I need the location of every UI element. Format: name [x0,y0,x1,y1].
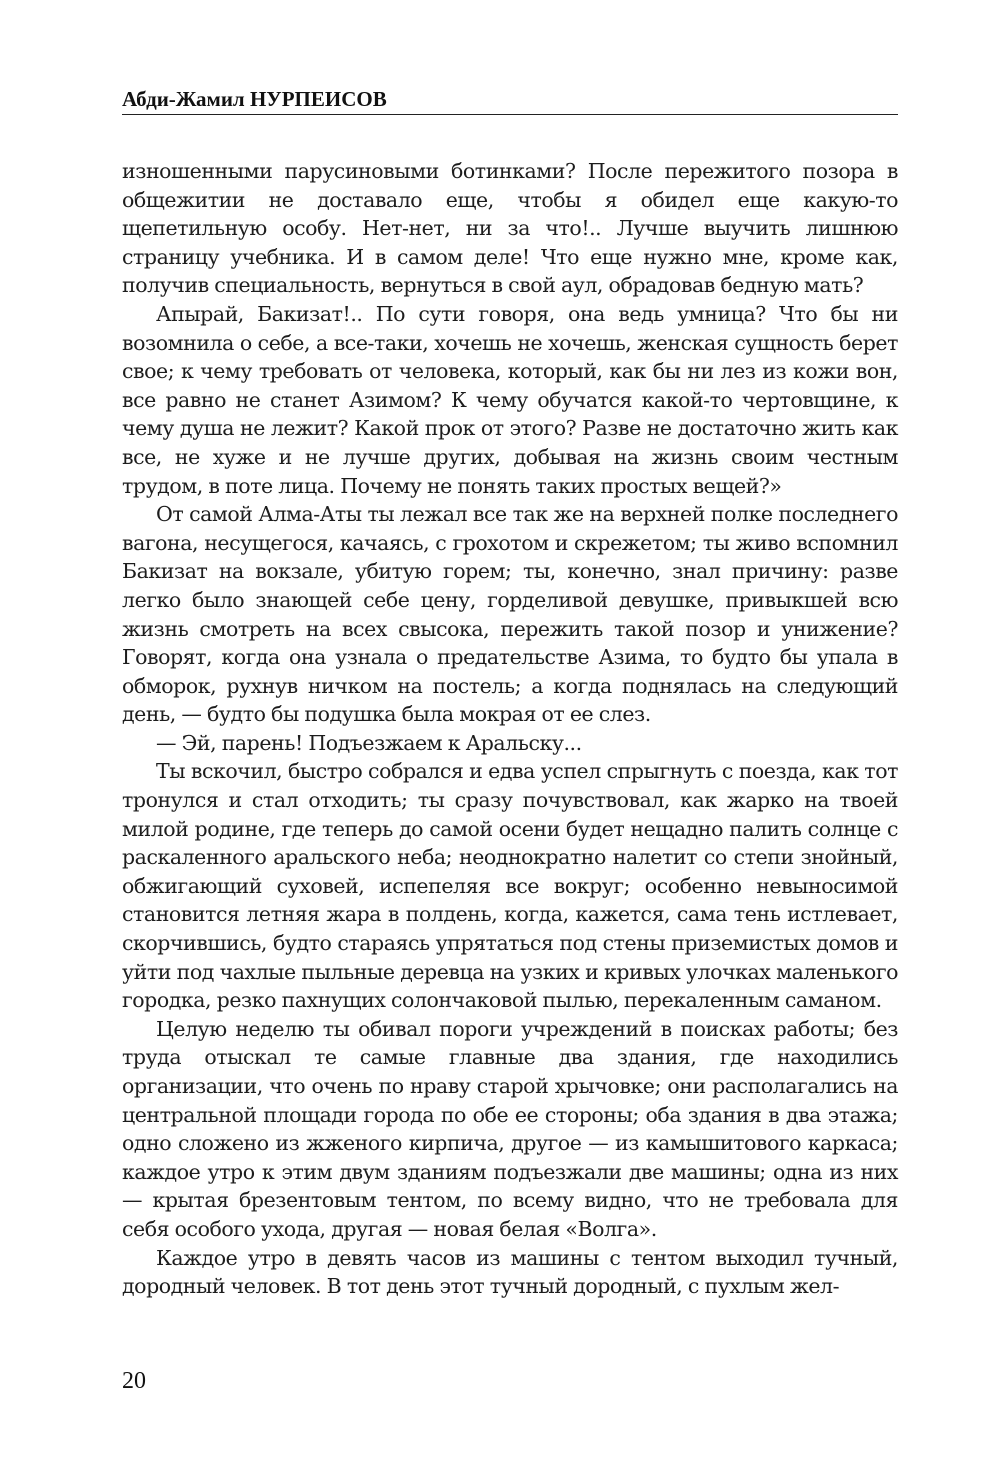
paragraph: Целую неделю ты обивал пороги учреждений в поисках работы; без труда отыскал те самые главные два здания, где находились организации, что очень по нраву старой хрычовке; они располагались на центральной площади города по обе ее стороны; оба здания в два этажа; одно сложено из жженого кирпича, другое — из камышитового каркаса; каждое утро к этим двум зданиям подъезжали две машины; одна из них — крытая брезентовым тентом, по всему видно, что не требовала для себя особого ухода, другая — новая белая «Волга». [122,1016,898,1241]
page-text [122,157,898,1301]
paragraph-continued: изношенными парусиновыми ботинками? После пережитого позора в общежитии не доставало еще, чтобы я обидел еще какую-то щепетильную особу. Нет-нет, ни за что!.. Лучше выучить лишнюю страницу учебника. И в самом деле! Что еще нужно мне, кроме как, получив специальность, вернуться в свой аул, обрадовав бедную мать? [122,159,898,298]
page-number: 20 [122,1368,146,1394]
paragraph: Каждое утро в девять часов из машины с тентом выходил тучный, дородный человек. В тот день этот тучный дородный, с пухлым жел- [122,1245,898,1299]
running-head [122,84,898,115]
dialogue-line: — Эй, парень! Подъезжаем к Аральску... [156,730,582,755]
paragraph: Апырай, Бакизат!.. По сути говоря, она ведь умница? Что бы ни возомнила о себе, а все-таки, хочешь не хочешь, женская сущность берет свое; к чему требовать от человека, который, как бы ни лез из кожи вон, все равно не станет Азимом? К чему обучатся какой-то чертовщине, к чему душа не лежит? Какой прок от этого? Разве не достаточно жить как все, не хуже и не лучше других, добывая на жизнь своим честным трудом, в поте лица. Почему не понять таких простых вещей?» [122,301,898,498]
author-name: Абди-Жамил НУРПЕИСОВ [122,87,387,111]
paragraph: Ты вскочил, быстро собрался и едва успел спрыгнуть с поезда, как тот тронулся и стал отходить; ты сразу почувствовал, как жарко на твоей милой родине, где теперь до самой осени будет нещадно палить солнце с раскаленного аральского неба; неоднократно налетит со степи знойный, обжигающий суховей, испепеляя все вокруг; особенно невыносимой становится летняя жара в полдень, когда, кажется, сама тень истлевает, скорчившись, будто стараясь упрятаться под стены приземистых домов и уйти под чахлые пыльные деревца на узких и кривых улочках маленького городка, резко пахнущих солончаковой пылью, перекаленным саманом. [122,759,898,1013]
paragraph: От самой Алма-Аты ты лежал все так же на верхней полке последнего вагона, несущегося, качаясь, с грохотом и скрежетом; ты живо вспомнил Бакизат на вокзале, убитую горем; ты, конечно, знал причину: разве легко было знающей себе цену, горделивой девушке, привыкшей всю жизнь смотреть на всех свысока, пережить такой позор и унижение? Говорят, когда она узнала о предательстве Азима, то будто бы упала в обморок, рухнув ничком на постель; а когда поднялась на следующий день, — будто бы подушка была мокрая от ее слез. [122,502,898,727]
